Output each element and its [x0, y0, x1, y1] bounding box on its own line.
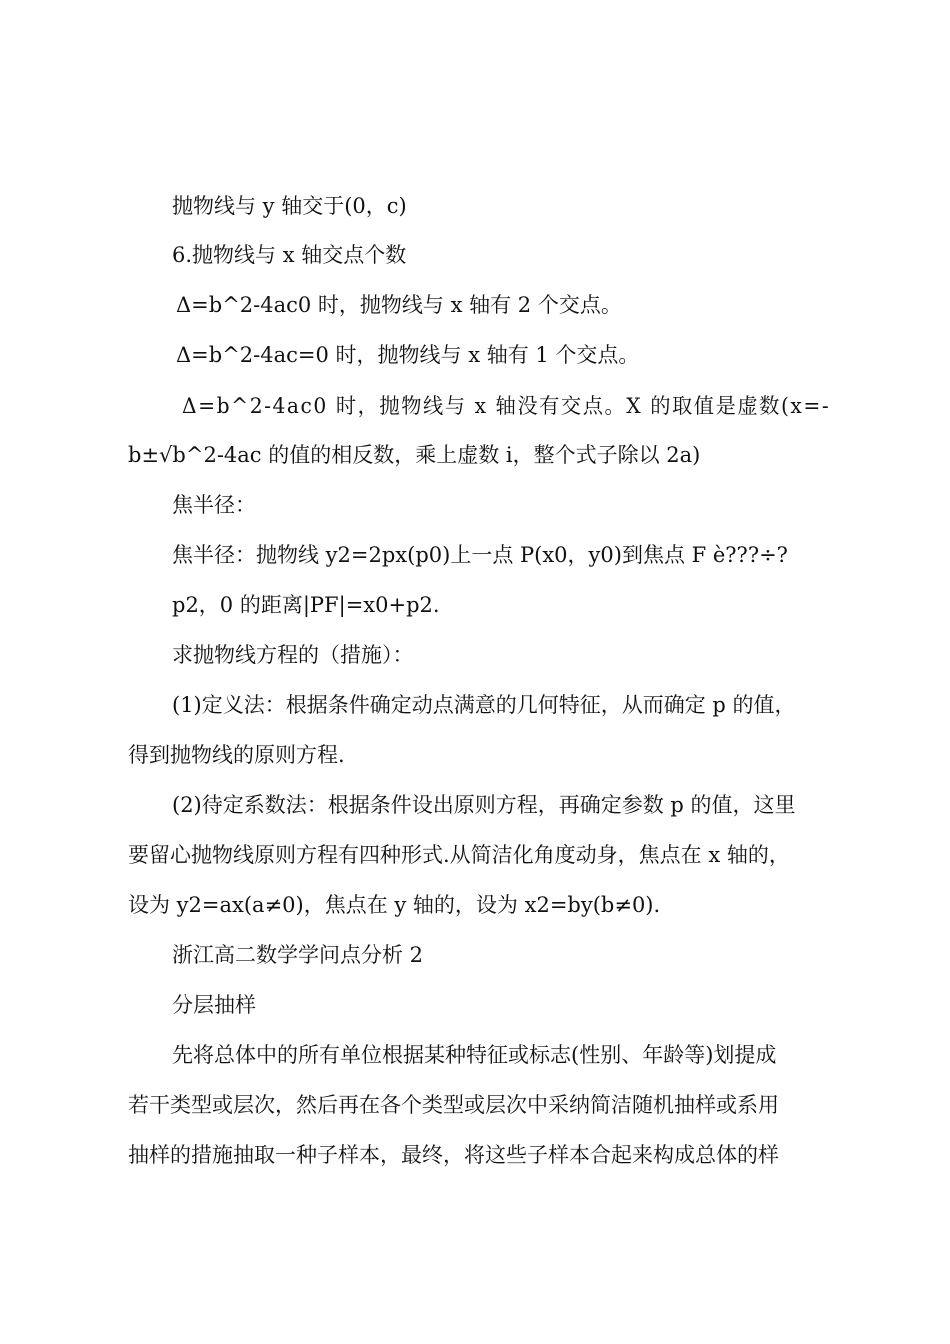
- text-line: b±√b^2-4ac 的值的相反数，乘上虚数 i，整个式子除以 2a): [128, 443, 701, 467]
- section-heading: 浙江高二数学学问点分析 2: [172, 943, 424, 967]
- text-line: 先将总体中的所有单位根据某种特征或标志(性别、年龄等)划提成: [172, 1043, 777, 1067]
- text-line: 抽样的措施抽取一种子样本，最终，将这些子样本合起来构成总体的样: [128, 1143, 779, 1167]
- text-line: 得到抛物线的原则方程.: [128, 743, 345, 767]
- text-line: 要留心抛物线原则方程有四种形式.从简洁化角度动身，焦点在 x 轴的，: [128, 843, 790, 867]
- text-line: 抛物线与 y 轴交于(0，c): [172, 194, 407, 218]
- section-heading: 分层抽样: [172, 993, 256, 1017]
- text-line: 6.抛物线与 x 轴交点个数: [172, 243, 407, 267]
- text-line: 设为 y2=ax(a≠0)，焦点在 y 轴的，设为 x2=by(b≠0).: [128, 893, 661, 917]
- text-line: p2，0 的距离|PF|=x0+p2.: [172, 593, 440, 617]
- text-line: (1)定义法：根据条件确定动点满意的几何特征，从而确定 p 的值，: [172, 693, 796, 717]
- text-line: Δ=b^2-4ac0 时，抛物线与 x 轴有 2 个交点。: [176, 293, 622, 317]
- text-line: 若干类型或层次，然后再在各个类型或层次中采纳简洁随机抽样或系用: [128, 1093, 779, 1117]
- text-line: Δ=b^2-4ac=0 时，抛物线与 x 轴有 1 个交点。: [176, 343, 640, 367]
- section-heading: 焦半径：: [172, 493, 256, 517]
- text-line: 焦半径：抛物线 y2=2px(p0)上一点 P(x0，y0)到焦点 F è???÷?: [172, 543, 788, 567]
- text-line: Δ=b^2-4ac0 时，抛物线与 x 轴没有交点。X 的取值是虚数(x=-: [182, 394, 831, 418]
- text-line: (2)待定系数法：根据条件设出原则方程，再确定参数 p 的值，这里: [172, 793, 796, 817]
- section-heading: 求抛物线方程的（措施）：: [172, 643, 414, 667]
